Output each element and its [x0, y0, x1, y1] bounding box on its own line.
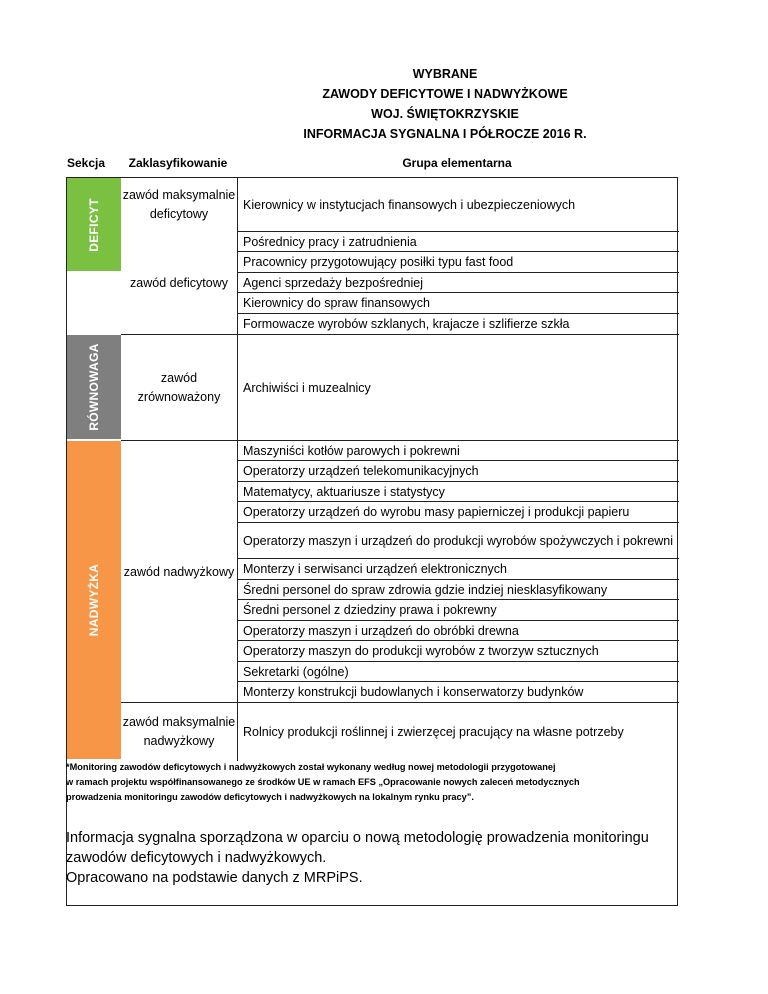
title-line-4: INFORMACJA SYGNALNA I PÓŁROCZE 2016 R.: [303, 127, 587, 141]
info-line-1: Informacja sygnalna sporządzona w oparciu o nową metodologię prowadzenia monitoringu: [66, 830, 649, 846]
section-divider: [121, 440, 679, 441]
group-row: Matematycy, aktuariusze i statystycy: [237, 482, 679, 502]
footnote-line-1: *Monitoring zawodów deficytowych i nadwyżkowych został wykonany według nowej metodologii przygotowanej: [66, 762, 556, 772]
class-nadwyzkowy: zawód nadwyżkowy: [123, 564, 235, 579]
section-divider: [121, 334, 679, 335]
group-row: Średni personel do spraw zdrowia gdzie indziej niesklasyfikowany: [237, 580, 679, 600]
class-deficytowy: zawód deficytowy: [130, 276, 228, 290]
title-line-2: ZAWODY DEFICYTOWE I NADWYŻKOWE: [322, 87, 568, 101]
group-row: Formowacze wyrobów szklanych, krajacze i szlifierze szkła: [237, 314, 679, 335]
info-paragraph: [66, 828, 746, 888]
group-row: Sekretarki (ogólne): [237, 662, 679, 682]
class-zrownowazony: zawód zrównoważony: [137, 371, 221, 404]
document-title: [0, 64, 768, 144]
group-row: Pracownicy przygotowujący posiłki typu fast food: [237, 252, 679, 273]
group-row: Operatorzy maszyn do produkcji wyrobów z tworzyw sztucznych: [237, 641, 679, 662]
section-label-rownowaga: RÓWNOWAGA: [87, 343, 101, 431]
group-row: Agenci sprzedaży bezpośredniej: [237, 273, 679, 293]
group-row: Kierownicy do spraw finansowych: [237, 293, 679, 314]
info-line-2: zawodów deficytowych i nadwyżkowych.: [66, 850, 327, 866]
section-label-nadwyzka: NADWYŻKA: [87, 563, 101, 637]
group-row: Operatorzy urządzeń telekomunikacyjnych: [237, 461, 679, 482]
section-band-rownowaga: [67, 335, 121, 439]
header-sekcja: Sekcja: [66, 156, 106, 170]
group-row: Operatorzy urządzeń do wyrobu masy papierniczej i produkcji papieru: [237, 502, 679, 523]
group-row: Maszyniści kotłów parowych i pokrewni: [237, 441, 679, 461]
title-line-1: WYBRANE: [412, 67, 478, 81]
footnote: [66, 760, 706, 805]
info-line-3: Opracowano na podstawie danych z MRPiPS.: [66, 870, 363, 886]
group-row: Monterzy i serwisanci urządzeń elektronicznych: [237, 559, 679, 580]
section-band-deficyt: [67, 178, 121, 271]
section-divider: [121, 702, 679, 703]
title-line-3: WOJ. ŚWIĘTOKRZYSKIE: [371, 107, 519, 121]
class-max-deficytowy: zawód maksymalnie deficytowy: [122, 188, 236, 221]
group-row: Średni personel z dziedziny prawa i pokrewny: [237, 600, 679, 621]
group-row: Pośrednicy pracy i zatrudnienia: [237, 232, 679, 252]
header-grupa: Grupa elementarna: [402, 156, 512, 170]
header-zaklasyfikowanie: Zaklasyfikowanie: [128, 156, 228, 170]
section-label-deficyt: DEFICYT: [87, 197, 101, 252]
footnote-line-3: prowadzenia monitoringu zawodów deficytowych i nadwyżkowych na lokalnym rynku pracy”.: [66, 792, 474, 802]
section-band-nadwyzka: [67, 441, 121, 759]
footnote-line-2: w ramach projektu współfinansowanego ze środków UE w ramach EFS „Opracowanie nowych zaleceń metodycznych: [66, 777, 580, 787]
group-row: Kierownicy w instytucjach finansowych i ubezpieczeniowych: [237, 178, 679, 232]
group-row: Operatorzy maszyn i urządzeń do obróbki drewna: [237, 621, 679, 641]
group-row: Archiwiści i muzealnicy: [237, 335, 679, 441]
group-row: Rolnicy produkcji roślinnej i zwierzęcej pracujący na własne potrzeby: [237, 703, 679, 761]
group-row: Operatorzy maszyn i urządzeń do produkcji wyrobów spożywczych i pokrewni: [237, 523, 679, 559]
group-row: Monterzy konstrukcji budowlanych i konserwatorzy budynków: [237, 682, 679, 703]
class-max-nadwyzkowy: zawód maksymalnie nadwyżkowy: [122, 715, 236, 748]
